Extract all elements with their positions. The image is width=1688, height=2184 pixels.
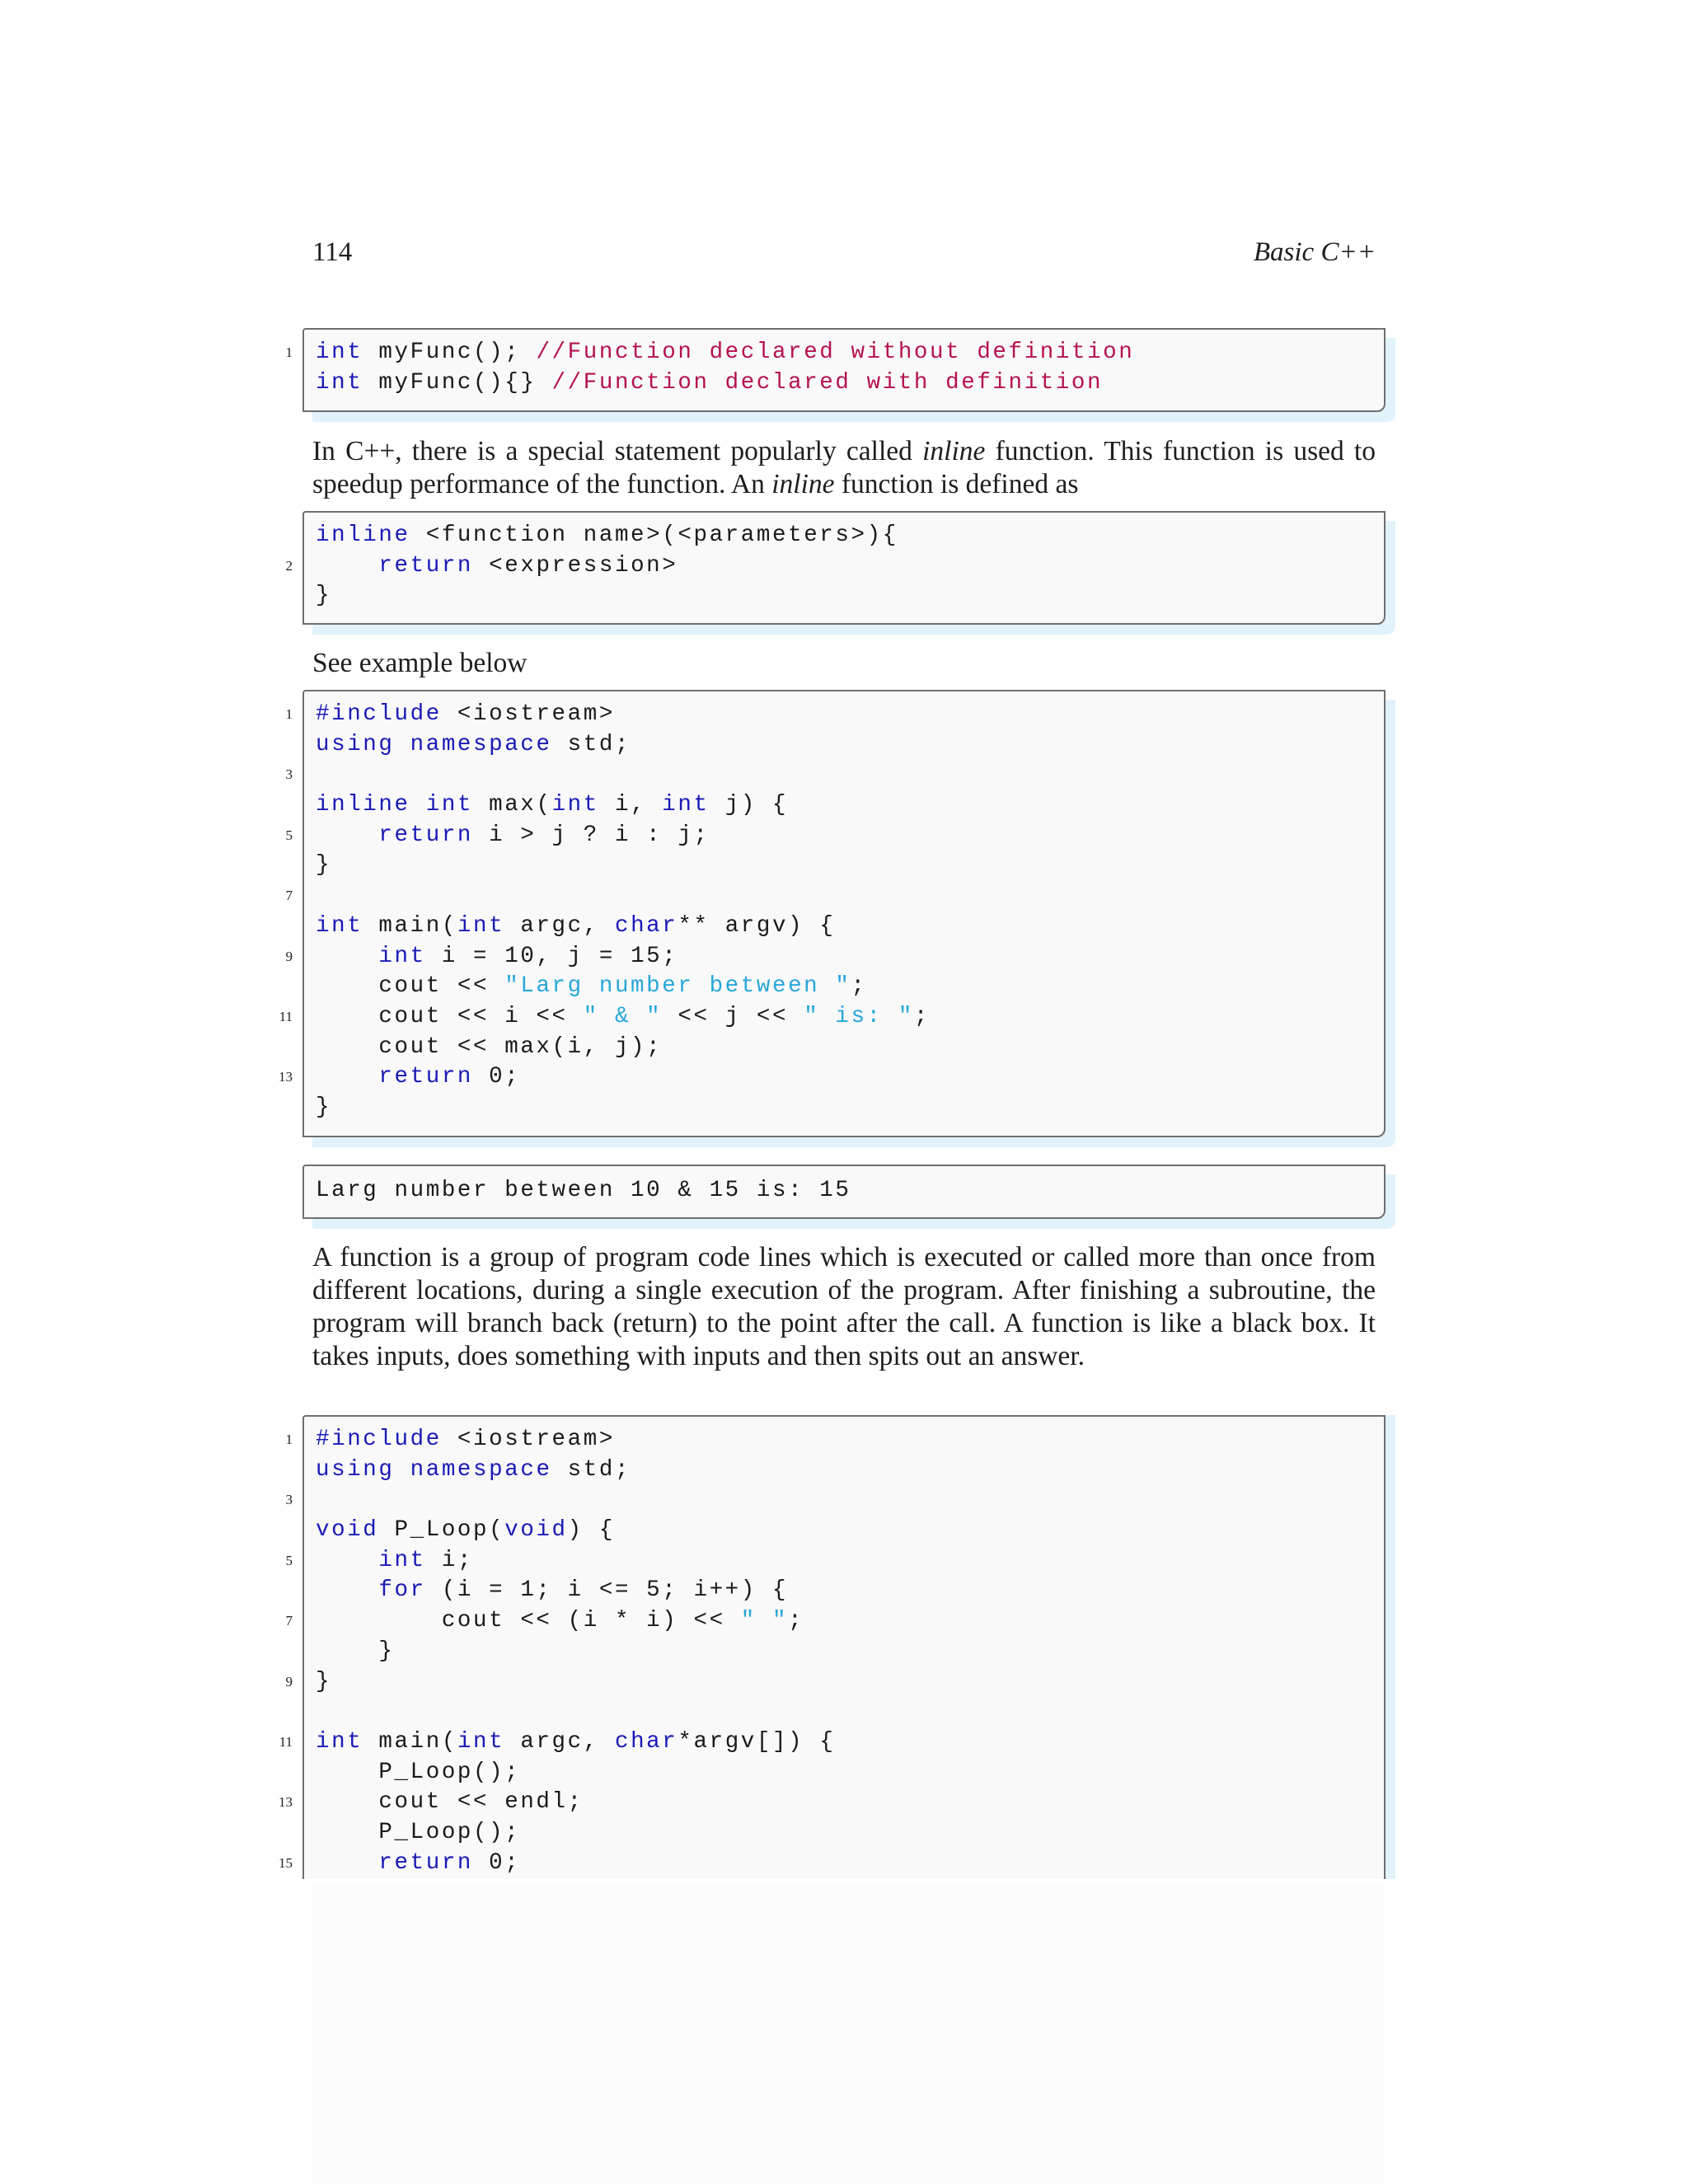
code-text: myFunc(); <box>363 340 537 365</box>
code-keyword: inline <box>316 792 410 818</box>
code-listing-inline-example <box>279 690 1386 1137</box>
code-keyword: char <box>614 1728 678 1755</box>
line-number: 13 <box>279 1794 293 1811</box>
code-text: 0; <box>473 1849 521 1876</box>
code-text: i = 10, j = 15; <box>425 943 678 969</box>
code-line <box>316 1033 930 1063</box>
line-number: 9 <box>285 948 293 964</box>
line-number: 1 <box>285 706 293 722</box>
code-line <box>285 551 898 582</box>
code-lines <box>285 338 1135 398</box>
page-bottom-area <box>312 1883 1384 2184</box>
code-line <box>316 368 1134 399</box>
code-keyword: char <box>614 912 678 939</box>
code-text: <expression> <box>473 552 678 579</box>
code-text: (i = 1; i <= 5; i++) { <box>425 1577 789 1604</box>
inline-term: inline <box>771 469 835 499</box>
line-number: 1 <box>285 1432 293 1447</box>
code-text: <iostream> <box>441 1427 615 1452</box>
code-text: } <box>316 1638 395 1664</box>
code-line <box>285 700 930 730</box>
code-text <box>316 1577 378 1603</box>
code-text: main( <box>363 912 457 939</box>
code-text: P_Loop( <box>378 1517 505 1544</box>
code-line <box>316 730 930 761</box>
line-number: 11 <box>279 1008 293 1024</box>
line-number: 11 <box>279 1733 293 1750</box>
code-line <box>285 1546 835 1577</box>
code-keyword: int <box>316 912 363 939</box>
code-line <box>279 1849 835 1879</box>
code-text <box>316 1064 378 1090</box>
code-string: " is: " <box>804 1003 914 1029</box>
code-line <box>316 1637 835 1667</box>
code-keyword: int <box>316 1728 363 1755</box>
code-text: i, <box>598 792 663 818</box>
code-line <box>316 790 930 821</box>
paragraph-function-definition: A function is a group of program code lines which is executed or called more than once from different locations, during a single execution of the program. After finishing a subroutine, the program will branch back (return) to the point after the call. A function is like a black box. It takes inputs, does something with inputs and then spits out an answer. <box>312 1242 1376 1371</box>
code-line <box>316 1455 835 1486</box>
code-text: cout << max(i, j); <box>316 1033 663 1060</box>
code-keyword: int <box>662 792 710 818</box>
code-keyword: return <box>378 552 474 579</box>
code-text <box>410 792 426 818</box>
code-line <box>279 1062 930 1093</box>
code-string: "Larg number between " <box>504 973 851 1000</box>
code-text: 0; <box>473 1064 521 1090</box>
code-text: max( <box>473 792 552 818</box>
code-listing-declarations <box>285 328 1386 412</box>
line-number: 7 <box>285 888 293 904</box>
code-keyword: void <box>316 1517 379 1544</box>
program-output-box <box>302 1165 1386 1219</box>
code-line <box>285 1667 835 1698</box>
code-line <box>285 1485 835 1516</box>
code-text <box>316 1548 378 1573</box>
code-text: <iostream> <box>441 701 615 727</box>
line-number: 5 <box>285 1552 293 1568</box>
line-number: 13 <box>279 1069 293 1085</box>
code-line <box>316 1176 851 1207</box>
code-text: argc, <box>504 1728 615 1755</box>
code-text: ) { <box>567 1517 615 1544</box>
code-string: " " <box>740 1608 789 1634</box>
code-line <box>285 338 1135 368</box>
code-keyword: return <box>378 1064 474 1090</box>
code-text: *argv[]) { <box>678 1728 836 1755</box>
page-header <box>312 237 1376 274</box>
code-line <box>316 581 898 612</box>
code-line <box>316 1576 835 1606</box>
code-text: } <box>316 583 332 609</box>
code-text: P_Loop(); <box>316 1819 521 1845</box>
line-number: 3 <box>285 1492 293 1508</box>
code-keyword: return <box>378 822 474 848</box>
code-line <box>285 1425 835 1455</box>
code-keyword: int <box>457 1728 505 1755</box>
code-text: i; <box>425 1547 474 1573</box>
code-text: main( <box>363 1728 457 1755</box>
code-text: ; <box>913 1003 931 1029</box>
code-text <box>395 1457 410 1483</box>
code-lines <box>285 521 898 612</box>
code-text: cout << (i * i) << <box>316 1608 741 1634</box>
code-listing-inline-syntax <box>285 511 1386 625</box>
code-text <box>395 732 410 757</box>
code-line <box>285 881 930 912</box>
code-line <box>316 972 930 1002</box>
code-line <box>316 1516 835 1546</box>
code-text: cout << <box>316 973 505 1000</box>
code-keyword: using <box>316 731 395 757</box>
output-lines <box>316 1176 851 1207</box>
code-text: Larg number between 10 & 15 is: 15 <box>316 1178 851 1203</box>
code-keyword: int <box>378 943 426 969</box>
code-line <box>285 1606 835 1637</box>
code-text <box>316 1850 378 1876</box>
code-text: cout << i << <box>316 1003 584 1029</box>
code-keyword: int <box>551 792 599 818</box>
code-keyword: using <box>316 1456 395 1483</box>
chapter-title: Basic C++ <box>1253 237 1376 267</box>
code-text <box>316 944 378 969</box>
code-keyword: void <box>504 1517 568 1544</box>
code-text: ; <box>788 1608 804 1634</box>
code-text: ; <box>851 973 867 1000</box>
code-keyword: int <box>425 792 474 818</box>
code-text <box>316 553 378 579</box>
line-number: 1 <box>285 344 293 360</box>
code-text: << j << <box>662 1003 804 1029</box>
code-lines <box>279 1425 836 1878</box>
code-text: argc, <box>504 912 615 939</box>
code-line <box>316 521 898 551</box>
page-number: 114 <box>312 237 353 267</box>
code-line <box>279 1002 931 1033</box>
code-text: myFunc(){} <box>363 369 552 396</box>
code-keyword: for <box>378 1577 426 1604</box>
code-text: P_Loop(); <box>316 1759 521 1785</box>
code-keyword: #include <box>316 1427 442 1452</box>
code-line <box>316 851 930 881</box>
code-comment: //Function declared without definition <box>536 340 1135 365</box>
code-keyword: return <box>378 1849 474 1876</box>
code-text: } <box>316 852 332 879</box>
code-line <box>316 1093 930 1123</box>
code-listing-function-example <box>279 1415 1386 1879</box>
code-keyword: namespace <box>410 731 552 757</box>
code-text: ** argv) { <box>678 912 836 939</box>
paragraph-see-example: See example below <box>312 648 528 678</box>
code-keyword: int <box>316 369 363 396</box>
code-text: std; <box>551 731 631 757</box>
line-number: 9 <box>285 1673 293 1690</box>
code-text: i > j ? i : j; <box>473 822 710 848</box>
code-text: } <box>316 1668 332 1694</box>
code-text <box>316 823 378 848</box>
code-line <box>285 821 930 851</box>
code-keyword: int <box>457 912 505 939</box>
code-text: } <box>316 1094 332 1120</box>
code-keyword: inline <box>316 523 410 548</box>
code-text: cout << endl; <box>316 1789 584 1816</box>
code-keyword: #include <box>316 701 442 727</box>
line-number: 15 <box>279 1854 293 1871</box>
code-line <box>279 1788 835 1818</box>
code-string: " & " <box>583 1003 663 1029</box>
code-keyword: int <box>378 1547 426 1573</box>
code-line <box>316 1758 835 1788</box>
inline-term: inline <box>922 436 986 466</box>
code-line <box>316 1697 835 1727</box>
code-lines <box>279 700 931 1123</box>
line-number: 2 <box>285 557 293 574</box>
code-keyword: int <box>316 340 363 365</box>
line-number: 7 <box>285 1613 293 1629</box>
code-text: <function name>(<parameters>){ <box>410 523 898 548</box>
code-line <box>316 1818 835 1849</box>
code-text: j) { <box>709 792 789 818</box>
line-number: 5 <box>285 827 293 843</box>
code-keyword: namespace <box>410 1456 552 1483</box>
line-number: 3 <box>285 766 293 783</box>
code-line <box>285 760 930 790</box>
code-comment: //Function declared with definition <box>551 369 1104 396</box>
paragraph-inline-intro: In C++, there is a special statement popularly called inline function. This function is used to speedup performance of the function. An inline function is defined as <box>312 436 1376 499</box>
code-text: std; <box>551 1456 631 1483</box>
code-line <box>279 1727 836 1758</box>
code-line <box>316 912 930 942</box>
code-line <box>285 942 930 972</box>
